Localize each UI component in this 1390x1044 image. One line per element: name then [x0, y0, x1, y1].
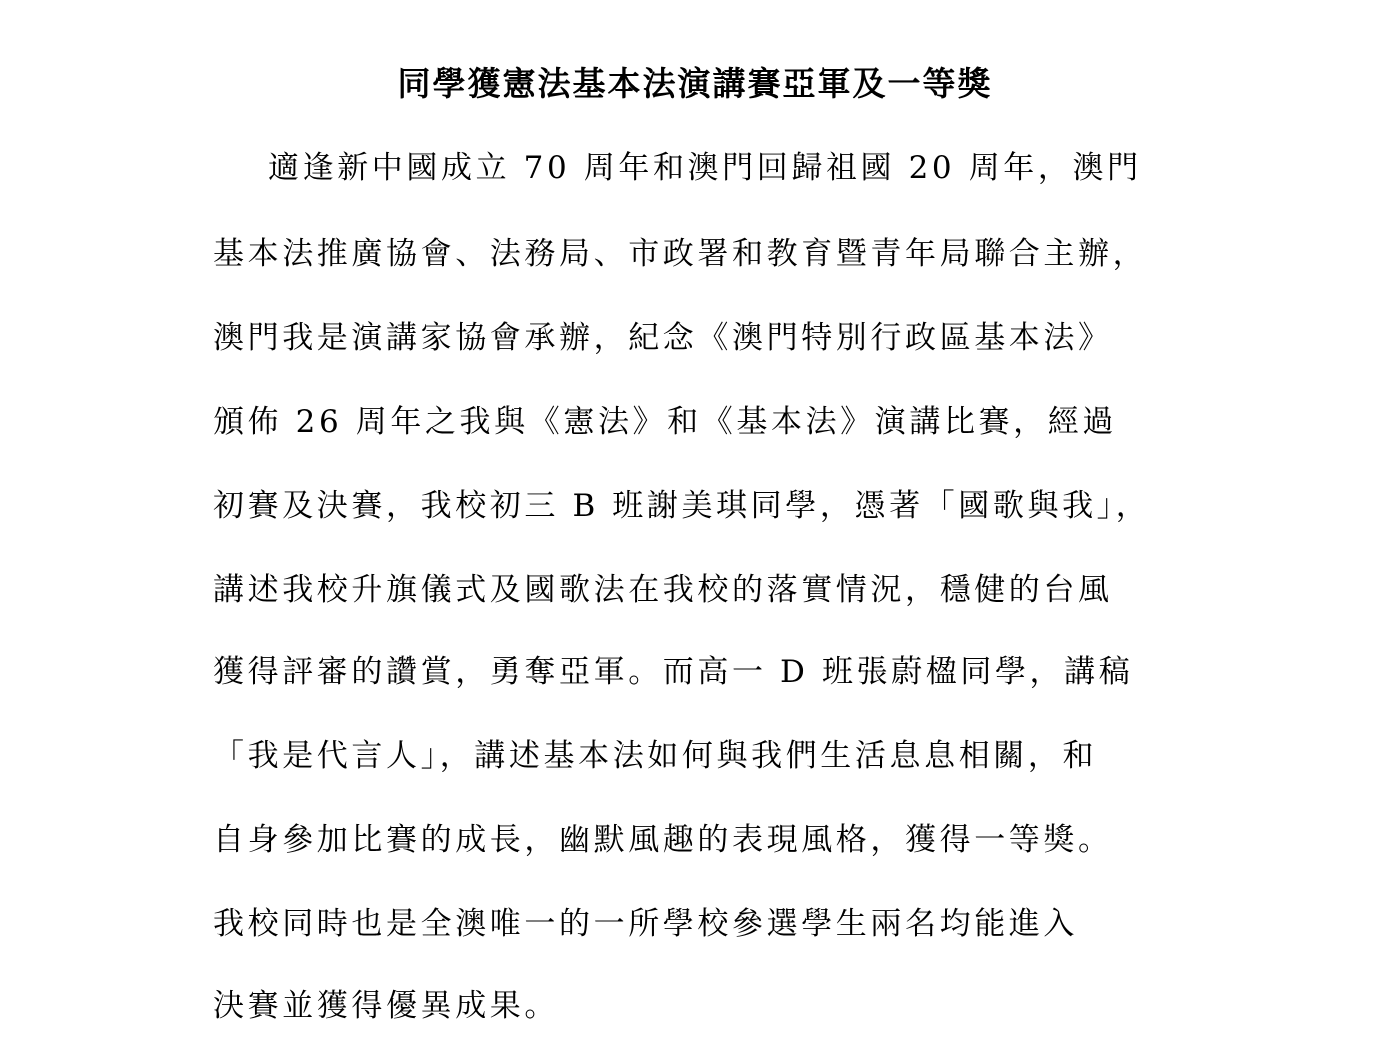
paragraph-line: 初賽及決賽，我校初三 B 班謝美琪同學，憑著「國歌與我」， [213, 488, 1151, 524]
paragraph-line: 澳門我是演講家協會承辦，紀念《澳門特別行政區基本法》 [213, 320, 1113, 356]
paragraph-line: 頒佈 26 周年之我與《憲法》和《基本法》演講比賽，經過 [213, 404, 1117, 440]
paragraph-line: 我校同時也是全澳唯一的一所學校參選學生兩名均能進入 [213, 906, 1078, 942]
paragraph-line: 基本法推廣協會、法務局、市政署和教育暨青年局聯合主辦， [213, 236, 1148, 272]
paragraph-line: 獲得評審的讚賞，勇奪亞軍。而高一 D 班張蔚楹同學，講稿 [213, 654, 1134, 690]
document-title: 同學獲憲法基本法演講賽亞軍及一等獎 [397, 64, 993, 103]
paragraph-line: 「我是代言人」，講述基本法如何與我們生活息息相關，和 [213, 738, 1098, 774]
paragraph-line: 自身參加比賽的成長，幽默風趣的表現風格，獲得一等獎。 [213, 822, 1113, 858]
paragraph-line: 決賽並獲得優異成果。 [213, 988, 559, 1024]
paragraph-line: 適逢新中國成立 70 周年和澳門回歸祖國 20 周年，澳門 [268, 150, 1142, 186]
paragraph-line: 講述我校升旗儀式及國歌法在我校的落實情況，穩健的台風 [213, 572, 1113, 608]
